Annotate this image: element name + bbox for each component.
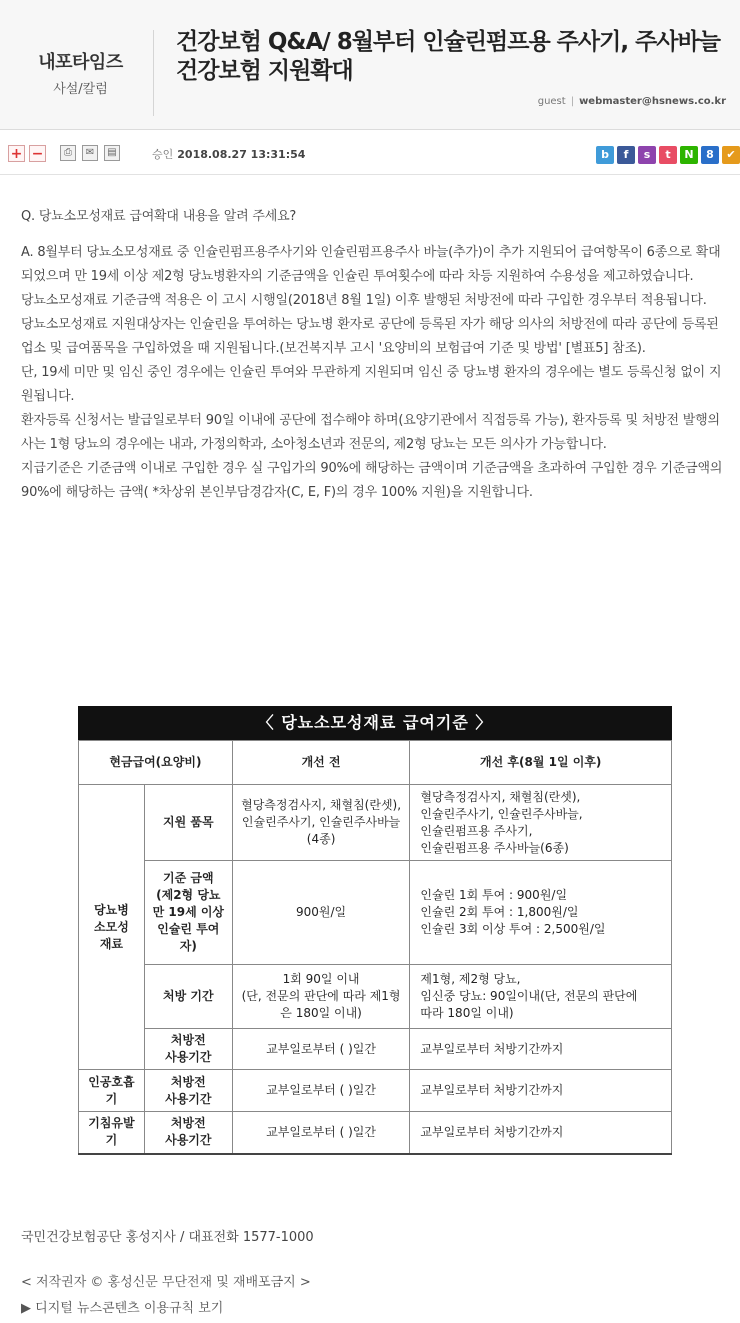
naver-icon[interactable]: N bbox=[680, 146, 698, 164]
kakaostory-icon[interactable]: s bbox=[638, 146, 656, 164]
table-row-label: 기준 금액 (제2형 당뇨 만 19세 이상 인슐린 투여 자) bbox=[144, 861, 232, 965]
table-title: 〈 당뇨소모성재료 급여기준 〉 bbox=[78, 706, 672, 740]
table-row bbox=[79, 1029, 672, 1070]
print-icon[interactable]: ⎙ bbox=[60, 145, 76, 161]
article-body bbox=[21, 205, 726, 505]
scrap-icon[interactable]: ▤ bbox=[104, 145, 120, 161]
google-plus-icon[interactable]: 8 bbox=[701, 146, 719, 164]
font-increase-button[interactable]: + bbox=[8, 145, 25, 162]
approval-datetime: 2018.08.27 13:31:54 bbox=[177, 148, 306, 161]
footer-contact: 국민건강보험공단 홍성지사 / 대표전화 1577-1000 bbox=[21, 1230, 314, 1245]
paragraph-exceptions: 단, 19세 미만 및 임신 중인 경우에는 인슐린 투여와 무관하게 지원되며 임신 중 당뇨병 환자의 경우에는 별도 등록신청 없이 지원됩니다. bbox=[21, 365, 722, 404]
question-text: Q. 당뇨소모성재료 급여확대 내용을 알려 주세요? bbox=[21, 209, 297, 224]
paragraph-payment: 지급기준은 기준금액 이내로 구입한 경우 실 구입가의 90%에 해당하는 금액이며 기준금액을 초과하여 구입한 경우 기준금액의 90%에 해당하는 금액( *차상위 본인부담경감자(C, E, F)의 경우 100% 지원)을 지원합니다. bbox=[21, 461, 723, 500]
table-cell: 교부일로부터 처방기간까지 bbox=[410, 1112, 672, 1154]
author-name: guest bbox=[537, 96, 566, 107]
table-row bbox=[79, 861, 672, 965]
content-rules-link[interactable]: ▶ 디지털 뉴스콘텐츠 이용규칙 보기 bbox=[21, 1301, 224, 1316]
table-header-row bbox=[79, 741, 672, 785]
table-cell: 교부일로부터 ( )일간 bbox=[232, 1112, 410, 1154]
article-toolbar bbox=[0, 131, 740, 175]
benefit-table-grid bbox=[78, 740, 672, 1155]
table-header: 개선 전 bbox=[232, 741, 410, 785]
email-icon[interactable]: ✉ bbox=[82, 145, 98, 161]
author-line: guest | webmaster@hsnews.co.kr bbox=[537, 96, 726, 107]
author-email[interactable]: webmaster@hsnews.co.kr bbox=[579, 96, 726, 107]
table-group-cell: 인공호흡기 bbox=[79, 1070, 145, 1112]
approval-label: 승인 bbox=[152, 148, 174, 161]
table-row-label: 처방 기간 bbox=[144, 965, 232, 1029]
share-buttons bbox=[593, 143, 740, 163]
table-cell: 혈당측정검사지, 채혈침(란셋), 인슐린주사기, 인슐린주사바늘, 인슐린펌프용 주사기, 인슐린펌프용 주사바늘(6종) bbox=[410, 785, 672, 861]
table-row-label: 처방전 사용기간 bbox=[144, 1112, 232, 1154]
table-cell: 교부일로부터 ( )일간 bbox=[232, 1070, 410, 1112]
article-headline: 건강보험 Q&A/ 8월부터 인슐린펌프용 주사기, 주사바늘 건강보험 지원확대 bbox=[176, 29, 720, 84]
table-cell: 인슐린 1회 투여 : 900원/일 인슐린 2회 투여 : 1,800원/일 인슐린 3회 이상 투여 : 2,500원/일 bbox=[410, 861, 672, 965]
paragraph-answer: A. 8월부터 당뇨소모성재료 중 인슐린펌프용주사기와 인슐린펌프용주사 바늘(추가)이 추가 지원되어 급여항목이 6종으로 확대되었으며 만 19세 이상 제2형 당뇨병환자의 기준금액을 인슐린 투여횟수에 따라 차등 지원하여 수용성을 제고하였습니다. bbox=[21, 245, 721, 284]
table-group-cell: 기침유발기 bbox=[79, 1112, 145, 1154]
table-cell: 혈당측정검사지, 채혈침(란셋), 인슐린주사기, 인슐린주사바늘 (4종) bbox=[232, 785, 410, 861]
table-cell: 900원/일 bbox=[232, 861, 410, 965]
table-cell: 교부일로부터 처방기간까지 bbox=[410, 1029, 672, 1070]
bookmark-icon[interactable]: ✔ bbox=[722, 146, 740, 164]
paragraph-eligibility: 당뇨소모성재료 지원대상자는 인슐린을 투여하는 당뇨병 환자로 공단에 등록된 자가 해당 의사의 처방전에 따라 공단에 등록된 업소 및 급여품목을 구입하였을 때 지원됩니다.(보건복지부 고시 '요양비의 보험급여 기준 및 방법' [별표5] 참조). bbox=[21, 317, 719, 356]
table-row bbox=[79, 1070, 672, 1112]
kakaotalk-icon[interactable]: t bbox=[659, 146, 677, 164]
font-decrease-button[interactable]: − bbox=[29, 145, 46, 162]
copyright-notice: < 저작권자 © 홍성신문 무단전재 및 재배포금지 > bbox=[21, 1275, 311, 1290]
table-cell: 제1형, 제2형 당뇨, 임신중 당뇨: 90일이내(단, 전문의 판단에 따라 180일 이내) bbox=[410, 965, 672, 1029]
table-row-label: 처방전 사용기간 bbox=[144, 1070, 232, 1112]
section-sub[interactable]: 사설/칼럼 bbox=[53, 82, 108, 97]
table-cell: 교부일로부터 ( )일간 bbox=[232, 1029, 410, 1070]
table-group-cell: 당뇨병 소모성 재료 bbox=[79, 785, 145, 1070]
table-cell: 교부일로부터 처방기간까지 bbox=[410, 1070, 672, 1112]
paragraph-apply-date: 당뇨소모성재료 기준금액 적용은 이 고시 시행일(2018년 8월 1일) 이후 발행된 처방전에 따라 구입한 경우부터 적용됩니다. bbox=[21, 293, 707, 308]
section-name[interactable]: 내포타임즈 bbox=[38, 52, 123, 73]
approval-date bbox=[152, 146, 305, 162]
table-row-label: 처방전 사용기간 bbox=[144, 1029, 232, 1070]
article-header bbox=[0, 0, 740, 130]
table-cell: 1회 90일 이내 (단, 전문의 판단에 따라 제1형 은 180일 이내) bbox=[232, 965, 410, 1029]
section-box bbox=[8, 30, 154, 116]
blog-icon[interactable]: b bbox=[596, 146, 614, 164]
table-row bbox=[79, 965, 672, 1029]
benefit-table bbox=[78, 706, 672, 1155]
table-header: 현금급여(요양비) bbox=[79, 741, 233, 785]
table-row-label: 지원 품목 bbox=[144, 785, 232, 861]
table-row bbox=[79, 785, 672, 861]
table-row bbox=[79, 1112, 672, 1154]
facebook-icon[interactable]: f bbox=[617, 146, 635, 164]
paragraph-registration: 환자등록 신청서는 발급일로부터 90일 이내에 공단에 접수해야 하며(요양기관에서 직접등록 가능), 환자등록 및 처방전 발행의사는 1형 당뇨의 경우에는 내과, 가정의학과, 소아청소년과 전문의, 제2형 당뇨는 모든 의사가 가능합니다. bbox=[21, 413, 720, 452]
table-header: 개선 후(8월 1일 이후) bbox=[410, 741, 672, 785]
